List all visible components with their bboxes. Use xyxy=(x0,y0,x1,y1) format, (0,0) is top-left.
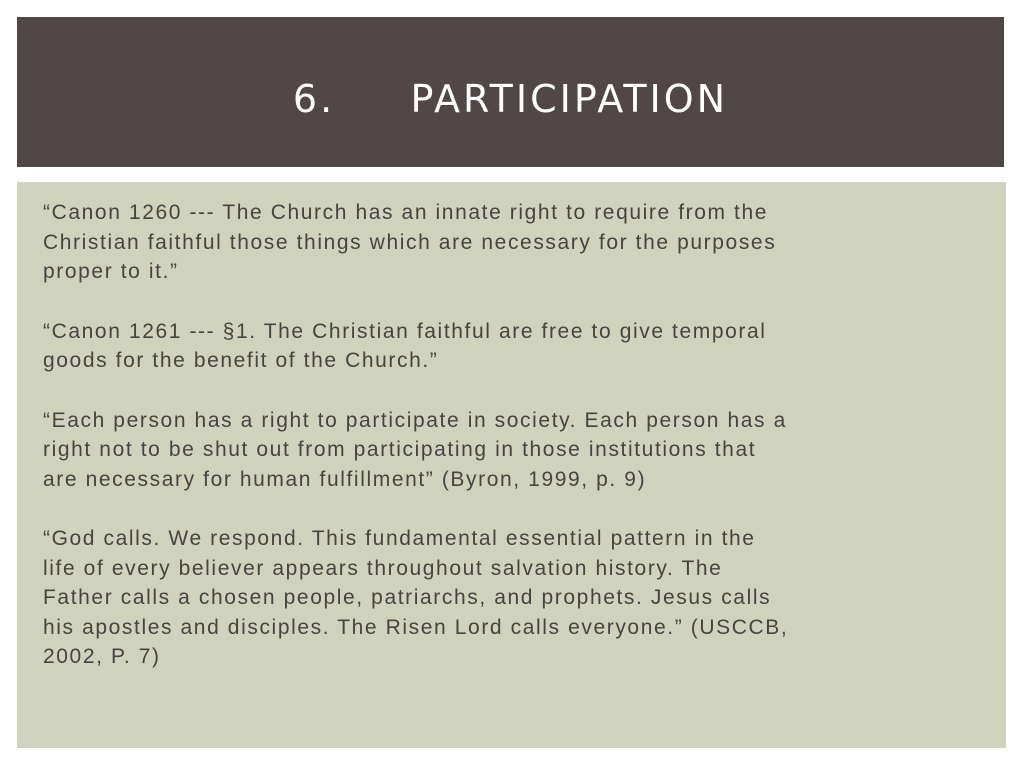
title-bar xyxy=(17,17,1004,167)
content-box xyxy=(17,182,1006,748)
quote-byron: “Each person has a right to participate in society. Each person has a right not to be shut out from participating in those institutions that are necessary for human fulfillment” (Byron, 1999, p. 9) xyxy=(43,408,787,491)
slide-title: 6. PARTICIPATION xyxy=(292,77,729,121)
quote-canon-1261: “Canon 1261 --- §1. The Christian faithful are free to give temporal goods for the benefit of the Church.” xyxy=(43,319,767,372)
quote-usccb: “God calls. We respond. This fundamental essential pattern in the life of every believer appears throughout salvation history. The Father calls a chosen people, patriarchs, and prophets. Jesus calls his apostles and disciples. The Risen Lord calls everyone.” (USCCB, 2002, P. 7) xyxy=(43,527,789,668)
quote-canon-1260: “Canon 1260 --- The Church has an innate right to require from the Christian faithful those things which are necessary for the purposes proper to it.” xyxy=(43,201,777,283)
